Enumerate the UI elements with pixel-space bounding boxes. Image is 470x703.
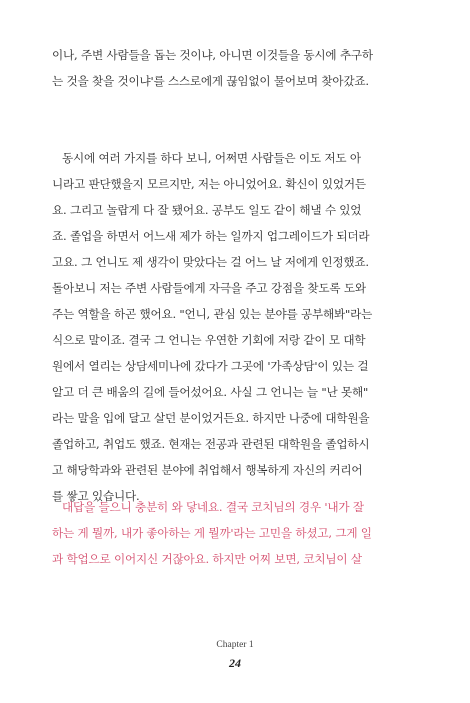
text-line: 동시에 여러 가지를 하다 보니, 어쩌면 사람들은 이도 저도 아 [62, 151, 361, 165]
text-line: 알고 더 큰 배움의 길에 들어섰어요. 사실 그 언니는 늘 "난 못해" [52, 385, 369, 399]
chapter-label: Chapter 1 [216, 640, 254, 650]
text-line: 를 쌓고 있습니다. [52, 489, 140, 503]
text-line: 고 해당학과와 관련된 분야에 취업해서 행복하게 자신의 커리어 [52, 463, 363, 477]
text-line: 과 학업으로 이어지신 거잖아요. 하지만 어찌 보면, 코치님이 살 [52, 552, 362, 566]
text-line: 니라고 판단했을지 모르지만, 저는 아니었어요. 확신이 있었거든 [52, 177, 366, 191]
text-line: 고요. 그 언니도 제 생각이 맞았다는 걸 어느 날 저에게 인정했죠. [52, 255, 369, 269]
text-line: 대답을 들으니 충분히 와 닿네요. 결국 코치님의 경우 '내가 잘 [62, 500, 364, 514]
text-line: 는 것을 찾을 것이냐'를 스스로에게 끊임없이 물어보며 찾아갔죠. [52, 74, 369, 88]
paragraph-continued [52, 42, 384, 94]
paragraph-body [52, 145, 384, 509]
text-line: 하는 게 뭘까, 내가 좋아하는 게 뭘까'라는 고민을 하셨고, 그게 일 [52, 526, 372, 540]
text-line: 요. 그리고 놀랍게 다 잘 됐어요. 공부도 일도 같이 해낼 수 있었 [52, 203, 362, 217]
text-line: 식으로 말이죠. 결국 그 언니는 우연한 기회에 저랑 같이 모 대학 [52, 333, 366, 347]
text-line: 죠. 졸업을 하면서 어느새 제가 하는 일까지 업그레이드가 되더라 [52, 229, 370, 243]
interviewer-question [52, 494, 384, 572]
text-line: 졸업하고, 취업도 했죠. 현재는 전공과 관련된 대학원을 졸업하시 [52, 437, 370, 451]
text-line: 돌아보니 저는 주변 사람들에게 자극을 주고 강점을 찾도록 도와 [52, 281, 366, 295]
text-line: 주는 역할을 하곤 했어요. "언니, 관심 있는 분야를 공부해봐"라는 [52, 307, 373, 321]
text-line: 라는 말을 입에 달고 살던 분이었거든요. 하지만 나중에 대학원을 [52, 411, 370, 425]
text-line: 이나, 주변 사람들을 돕는 것이냐, 아니면 이것들을 동시에 추구하 [52, 48, 373, 62]
text-line: 원에서 열리는 상담세미나에 갔다가 그곳에 '가족상담'이 있는 걸 [52, 359, 369, 373]
page-number: 24 [229, 656, 241, 670]
